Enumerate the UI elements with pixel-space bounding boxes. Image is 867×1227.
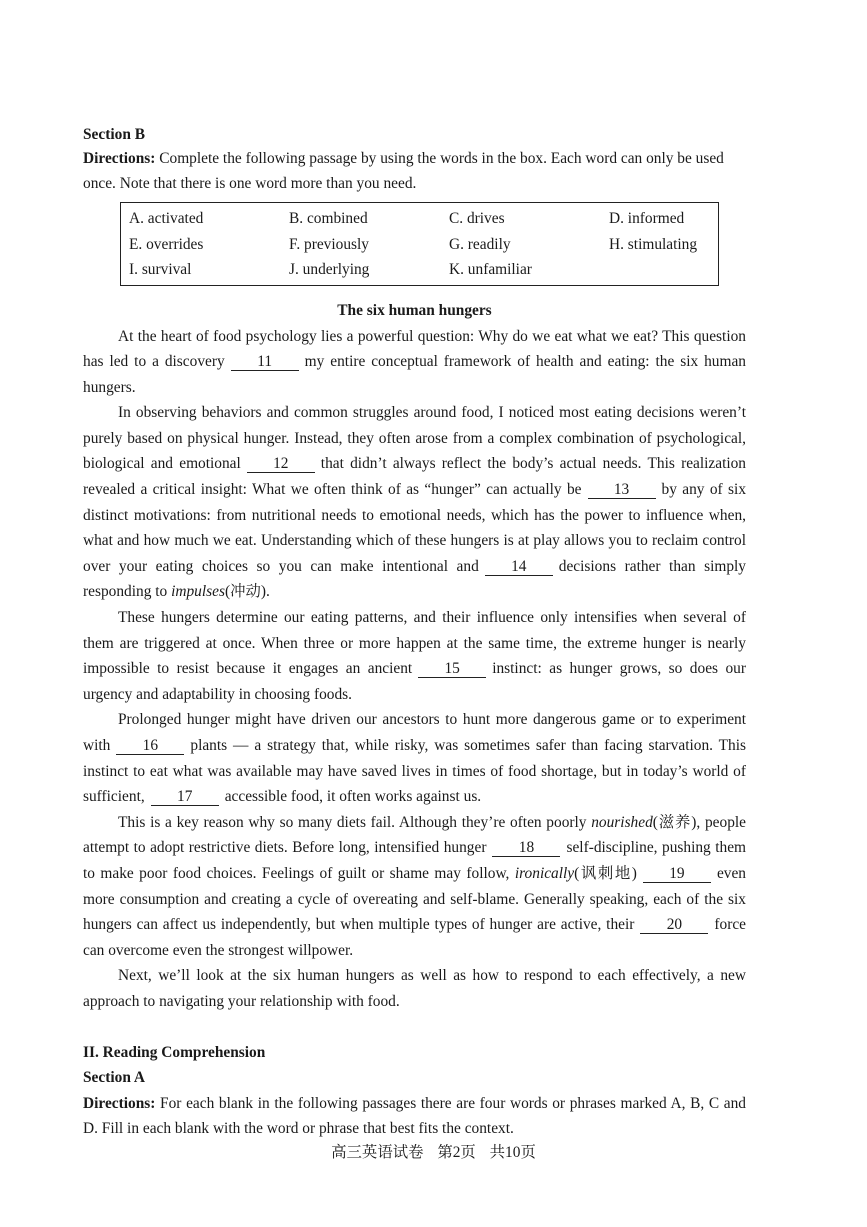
part-ii (83, 1040, 746, 1142)
word-option: I. survival (129, 261, 192, 278)
paragraph-3 (83, 605, 746, 707)
text: my entire conceptual framework of health and eating: the six human hungers. (83, 353, 746, 396)
directions-label: Directions: (83, 150, 156, 167)
italic-word: impulses (171, 583, 225, 601)
blank-16[interactable]: 16 (116, 737, 184, 755)
text: self-discipline, pushing them to make poor food choices. Feelings of guilt or shame may follow, (83, 839, 746, 882)
exam-page (83, 124, 746, 1142)
blank-15[interactable]: 15 (418, 660, 486, 678)
italic-word: ironically (514, 864, 575, 882)
word-option: C. drives (449, 210, 505, 227)
word-option: G. readily (449, 235, 511, 253)
text: decisions rather than simply responding to (83, 557, 746, 601)
word-option: F. previously (289, 235, 369, 253)
text: even more consumption and creating a cycle of overeating and self-blame. Generally speaking, each of the six hungers can affect us independently, but when multiple types of hunger are active, their (83, 864, 746, 934)
text: This is a key reason why so many diets fail. Although they’re often poorly (118, 813, 587, 831)
section-a-heading: Section A (83, 1069, 145, 1087)
text: people attempt to adopt restrictive diets. Before long, intensified hunger (83, 813, 746, 857)
text: instinct: as hunger grows, so does our urgency and adaptability in choosing foods. (83, 660, 746, 703)
text: These hungers determine our eating patterns, and their influence only intensifies when several of them are triggered at once. When three or more happen at the same time, the extreme hunger is nearly impossible to resist because it engages an ancient (83, 609, 746, 678)
page-footer: 高三英语试卷 第2页 共10页 (331, 1144, 536, 1161)
word-option: B. combined (289, 210, 368, 227)
section-b-directions (83, 146, 746, 196)
gloss: (滋养), (652, 813, 701, 831)
paragraph-6: Next, we’ll look at the six human hungers as well as how to respond to each effectively, a new approach to navigating your relationship with food. (83, 967, 746, 1010)
directions-text: For each blank in the following passages there are four words or phrases marked A, B, C and D. Fill in each blank with the word or phrase that best fits the context. (83, 1094, 746, 1138)
gloss: (冲动). (224, 583, 270, 601)
directions-text: Complete the following passage by using the words in the box. Each word can only be used once. Note that there is one word more than you need. (83, 150, 724, 192)
word-option: D. informed (609, 210, 685, 227)
part-ii-heading: II. Reading Comprehension (83, 1043, 266, 1061)
text: At the heart of food psychology lies a powerful question: Why do we eat what we eat? This question has led to a discovery (83, 327, 746, 371)
text: by any of six distinct motivations: from nutritional needs to emotional needs, which has the power to influence when, what and how much we eat. Understanding which of these hungers is at play allows you to reclaim control over your eating choices so you can make intentional and (83, 481, 747, 575)
paragraph-4 (83, 707, 746, 809)
paragraph-2 (83, 400, 746, 605)
blank-18[interactable]: 18 (492, 839, 560, 857)
gloss: (讽刺地) (574, 864, 637, 882)
text: force can overcome even the strongest willpower. (83, 916, 746, 959)
blank-13[interactable]: 13 (588, 481, 656, 499)
directions-label: Directions: (83, 1094, 156, 1112)
paragraph-5 (83, 810, 746, 964)
word-option: E. overrides (129, 235, 204, 253)
word-option: J. underlying (289, 261, 370, 278)
blank-12[interactable]: 12 (247, 455, 315, 473)
word-option: K. unfamiliar (449, 261, 532, 278)
blank-17[interactable]: 17 (151, 788, 219, 806)
italic-word: nourished (591, 813, 653, 831)
text: accessible food, it often works against us. (224, 788, 482, 806)
section-b-heading: Section B (83, 126, 145, 143)
word-option: A. activated (129, 210, 204, 227)
blank-14[interactable]: 14 (485, 558, 553, 576)
text: plants — a strategy that, while risky, was sometimes safer than facing starvation. This instinct to eat what was available may have saved lives in times of food shortage, but in today’s world of sufficient, (83, 737, 746, 806)
paragraph-1 (83, 324, 746, 401)
passage-title: The six human hungers (337, 301, 492, 319)
text: that didn’t always reflect the body’s actual needs. This realization revealed a critical insight: What we often think of as “hunger” can actually be (83, 455, 747, 499)
blank-19[interactable]: 19 (643, 865, 711, 883)
text: In observing behaviors and common struggles around food, I noticed most eating decisions weren’t purely based on physical hunger. Instead, they often arose from a complex combination of psychological, biological and emotional (83, 404, 746, 473)
section-a-directions (83, 1091, 746, 1142)
word-box (120, 202, 719, 286)
blank-11[interactable]: 11 (231, 353, 299, 371)
text: Prolonged hunger might have driven our ancestors to hunt more dangerous game or to experiment with (83, 711, 746, 754)
word-option: H. stimulating (609, 235, 698, 253)
blank-20[interactable]: 20 (640, 916, 708, 934)
